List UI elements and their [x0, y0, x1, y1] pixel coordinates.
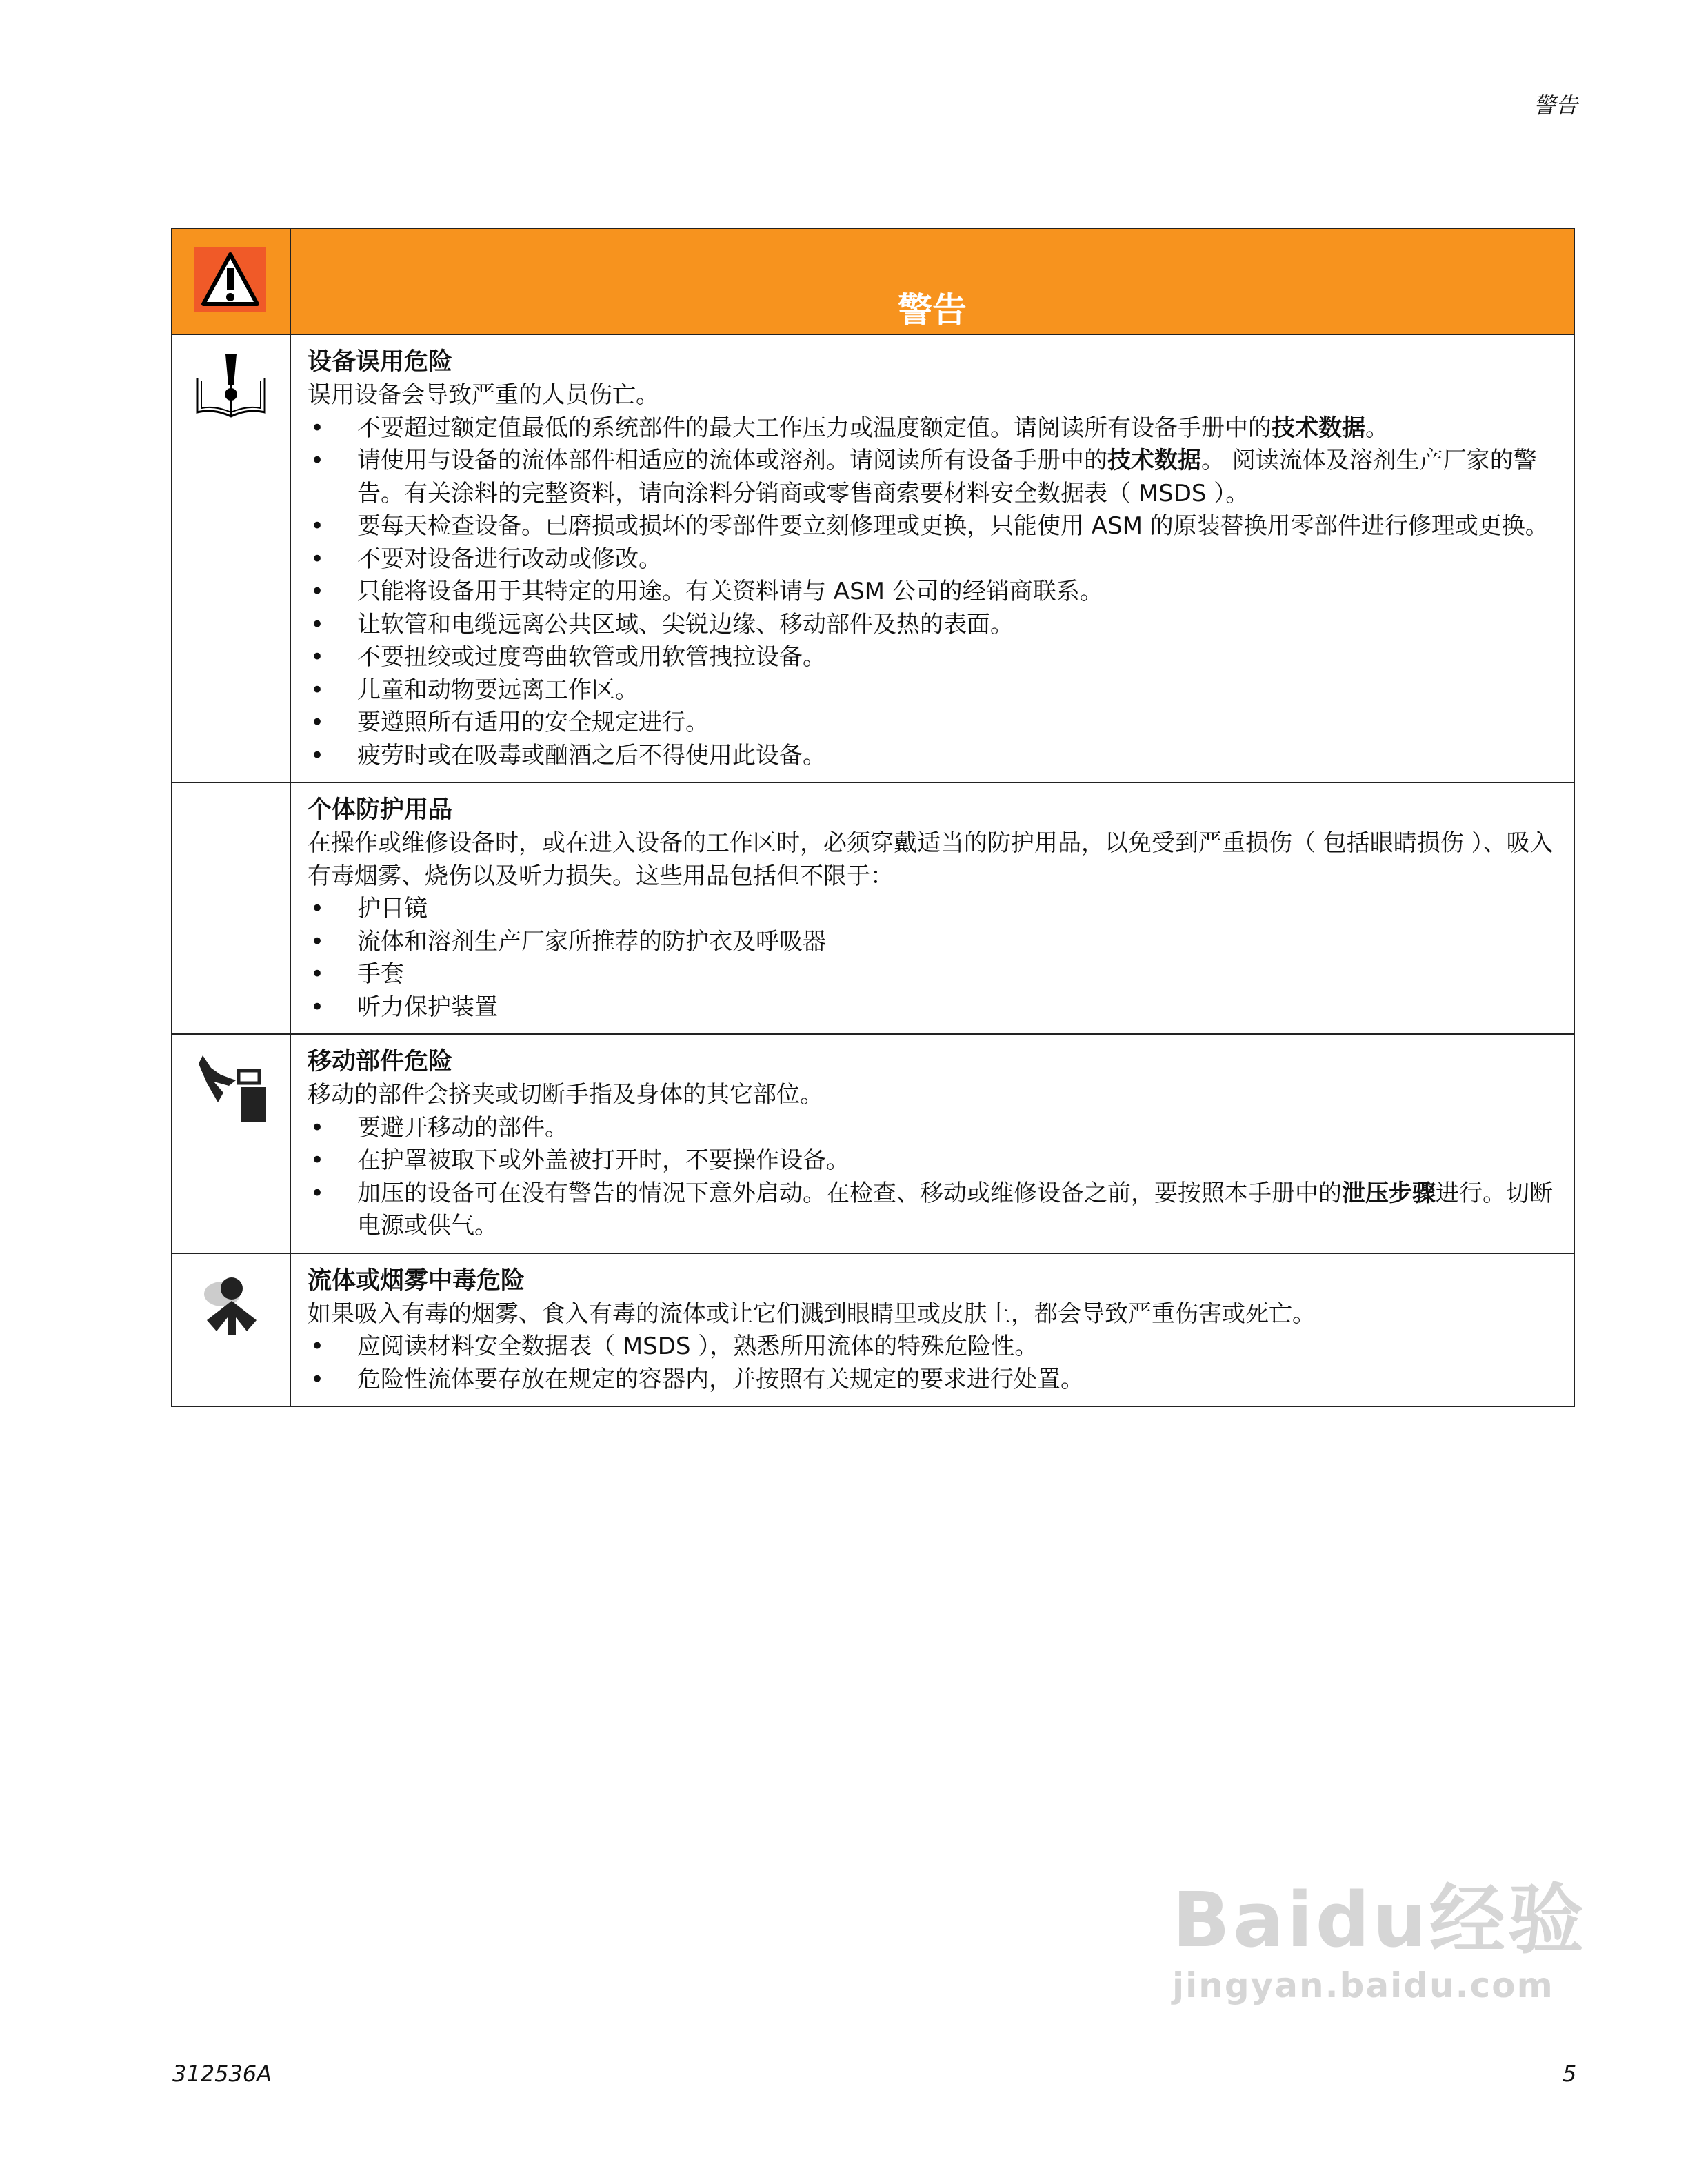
bullet-text: 疲劳时或在吸毒或酗酒之后不得使用此设备。: [357, 741, 826, 769]
warning-triangle-icon: [194, 247, 266, 312]
warning-section: [172, 334, 1574, 782]
bullet-item: [308, 893, 1557, 926]
bold-reference: 泄压步骤: [1342, 1179, 1436, 1207]
warning-section: [172, 1034, 1574, 1253]
section-heading: 流体或烟雾中毒危险: [308, 1266, 525, 1295]
bullet-list: [308, 1112, 1557, 1243]
bullet-item: [308, 707, 1557, 740]
bullet-text: 要避开移动的部件。: [357, 1113, 568, 1142]
bullet-list: [308, 412, 1557, 773]
bullet-item: [308, 1364, 1557, 1397]
baidu-watermark: [1172, 1875, 1587, 2006]
bullet-text: 护目镜: [357, 895, 428, 922]
bullet-item: [308, 958, 1557, 991]
section-heading: 移动部件危险: [308, 1048, 453, 1075]
bullet-item: [308, 674, 1557, 707]
bullet-item: [308, 543, 1557, 576]
header-icon-cell: [172, 228, 290, 334]
bullet-text: 让软管和电缆远离公共区域、尖锐边缘、移动部件及热的表面。: [357, 610, 1014, 638]
bullet-item: [308, 1177, 1557, 1243]
bullet-item: [308, 926, 1557, 959]
warning-section: [172, 782, 1574, 1034]
bullet-text: 不要扭绞或过度弯曲软管或用软管拽拉设备。: [357, 643, 826, 671]
bullet-item: [308, 510, 1557, 543]
bullet-text: 应阅读材料安全数据表（ MSDS ），熟悉所用流体的特殊危险性。: [357, 1333, 1038, 1360]
bullet-item: [308, 991, 1557, 1024]
bullet-item: [308, 576, 1557, 609]
section-heading: 个体防护用品: [308, 796, 453, 824]
bullet-text: 要每天检查设备。已磨损或损坏的零部件要立刻修理或更换，只能使用 ASM 的原装替换用零部件进行修理或更换。: [357, 512, 1549, 540]
bullet-text: 不要对设备进行改动或修改。: [357, 545, 662, 573]
warning-table-title: 警告: [290, 228, 1574, 334]
bold-reference: 技术数据: [1107, 447, 1201, 474]
bullet-text: 不要超过额定值最低的系统部件的最大工作压力或温度额定值。请阅读所有设备手册中的: [357, 414, 1272, 442]
bullet-text: 。: [1365, 414, 1389, 442]
section-intro: 如果吸入有毒的烟雾、食入有毒的流体或让它们溅到眼睛里或皮肤上，都会导致严重伤害或死亡。: [308, 1300, 1316, 1328]
section-content-cell: [290, 1034, 1574, 1253]
bullet-item: [308, 445, 1557, 510]
watermark-url: jingyan.baidu.com: [1172, 1965, 1554, 2005]
bullet-text: 进行。切断电源或供气。: [357, 1179, 1553, 1240]
bullet-text: 手套: [357, 960, 404, 988]
bullet-text: 加压的设备可在没有警告的情况下意外启动。在检查、移动或维修设备之前，要按照本手册中的: [357, 1179, 1342, 1207]
page-number: 5: [1563, 2061, 1577, 2087]
bullet-item: [308, 740, 1557, 773]
document-number: 312536A: [172, 2061, 272, 2087]
bullet-text: 请使用与设备的流体部件相适应的流体或溶剂。请阅读所有设备手册中的: [357, 447, 1107, 474]
bullet-list: [308, 893, 1557, 1024]
bullet-text: 听力保护装置: [357, 993, 498, 1021]
warning-section: [172, 1253, 1574, 1407]
bullet-item: [308, 641, 1557, 674]
page-header-title: 警告: [1533, 92, 1578, 119]
warning-table-header: [172, 228, 1574, 334]
bullet-text: 在护罩被取下或外盖被打开时，不要操作设备。: [357, 1146, 850, 1174]
bullet-text: 危险性流体要存放在规定的容器内，并按照有关规定的要求进行处置。: [357, 1365, 1084, 1393]
bullet-item: [308, 609, 1557, 642]
section-icon-cell: [172, 1253, 290, 1407]
section-intro: 误用设备会导致严重的人员伤亡。: [308, 381, 659, 409]
moving-parts-icon: [193, 1050, 290, 1129]
bold-reference: 技术数据: [1272, 414, 1365, 442]
section-intro: 移动的部件会挤夹或切断手指及身体的其它部位。: [308, 1081, 823, 1109]
bullet-item: [308, 412, 1557, 445]
bullet-item: [308, 1144, 1557, 1177]
bullet-item: [308, 1331, 1557, 1364]
bullet-list: [308, 1331, 1557, 1396]
bullet-text: 要遵照所有适用的安全规定进行。: [357, 709, 709, 736]
bullet-text: 儿童和动物要远离工作区。: [357, 676, 639, 704]
section-icon-cell: [172, 334, 290, 782]
read-manual-icon: [193, 350, 290, 429]
bullet-item: [308, 1112, 1557, 1145]
section-icon-cell: [172, 1034, 290, 1253]
warning-table: [171, 228, 1575, 1407]
watermark-brand: Baidu经验: [1172, 1876, 1587, 1964]
section-heading: 设备误用危险: [308, 348, 453, 376]
section-intro: 在操作或维修设备时，或在进入设备的工作区时，必须穿戴适当的防护用品，以免受到严重损伤（ 包括眼睛损伤 ）、吸入有毒烟雾、烧伤以及听力损失。这些用品包括但不限于：: [308, 829, 1554, 890]
section-content-cell: [290, 782, 1574, 1034]
section-icon-cell: [172, 782, 290, 1034]
toxic-fumes-icon: [193, 1269, 290, 1348]
bullet-text: 。 阅读流体及溶剂生产厂家的警告。有关涂料的完整资料，请向涂料分销商或零售商索要材料安全数据表（ MSDS ）。: [357, 447, 1537, 507]
bullet-text: 流体和溶剂生产厂家所推荐的防护衣及呼吸器: [357, 927, 826, 956]
section-content-cell: [290, 334, 1574, 782]
bullet-text: 只能将设备用于其特定的用途。有关资料请与 ASM 公司的经销商联系。: [357, 578, 1103, 605]
section-content-cell: [290, 1253, 1574, 1407]
